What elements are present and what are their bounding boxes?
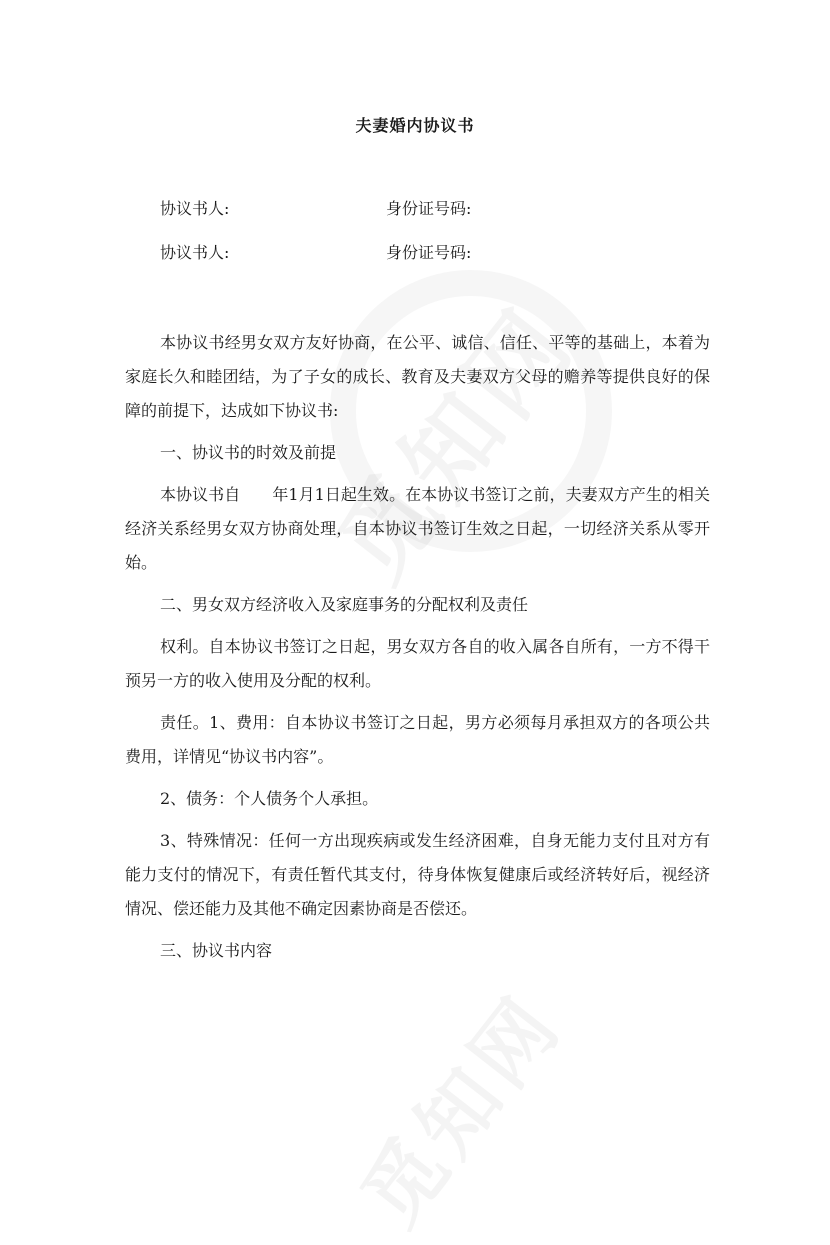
document-title: 夫妻婚内协议书	[355, 116, 475, 135]
paragraph-responsibilities: 责任。1、费用：自本协议书签订之日起，男方必须每月承担双方的各项公共费用，详情见“协议书内容”。	[125, 713, 710, 766]
paragraph-special-cases: 3、特殊情况：任何一方出现疾病或发生经济困难，自身无能力支付且对方有能力支付的情况下，有责任暂代其支付，待身体恢复健康后或经济转好后，视经济情况、偿还能力及其他不确定因素协商是否偿还。	[125, 831, 710, 918]
signer-name-label: 协议书人:	[160, 243, 230, 262]
section-heading-1: 一、协议书的时效及前提	[160, 443, 337, 462]
paragraph-preamble: 本协议书经男女双方友好协商，在公平、诚信、信任、平等的基础上，本着为家庭长久和睦团结，为了子女的成长、教育及夫妻双方父母的赡养等提供良好的保障的前提下，达成如下协议书:	[125, 333, 710, 420]
signer-row-2	[160, 243, 472, 263]
signer-name-label: 协议书人:	[160, 199, 230, 218]
watermark-text-footer	[330, 966, 583, 1245]
document-body	[125, 326, 710, 976]
paragraph-debts: 2、债务：个人债务个人承担。	[160, 789, 379, 808]
paragraph-effective-date: 本协议书自 年1月1日起生效。在本协议书签订之前，夫妻双方产生的相关经济关系经男女双方协商处理，自本协议书签订生效之日起，一切经济关系从零开始。	[125, 485, 710, 572]
section-heading-2: 二、男女双方经济收入及家庭事务的分配权利及责任	[160, 595, 529, 614]
section-heading-3: 三、协议书内容	[160, 941, 273, 960]
signer-id-label: 身份证号码:	[386, 199, 472, 218]
signer-row-1	[160, 199, 472, 219]
paragraph-rights: 权利。自本协议书签订之日起，男女双方各自的收入属各自所有，一方不得干预另一方的收入使用及分配的权利。	[125, 637, 710, 690]
signer-id-label: 身份证号码:	[386, 243, 472, 262]
